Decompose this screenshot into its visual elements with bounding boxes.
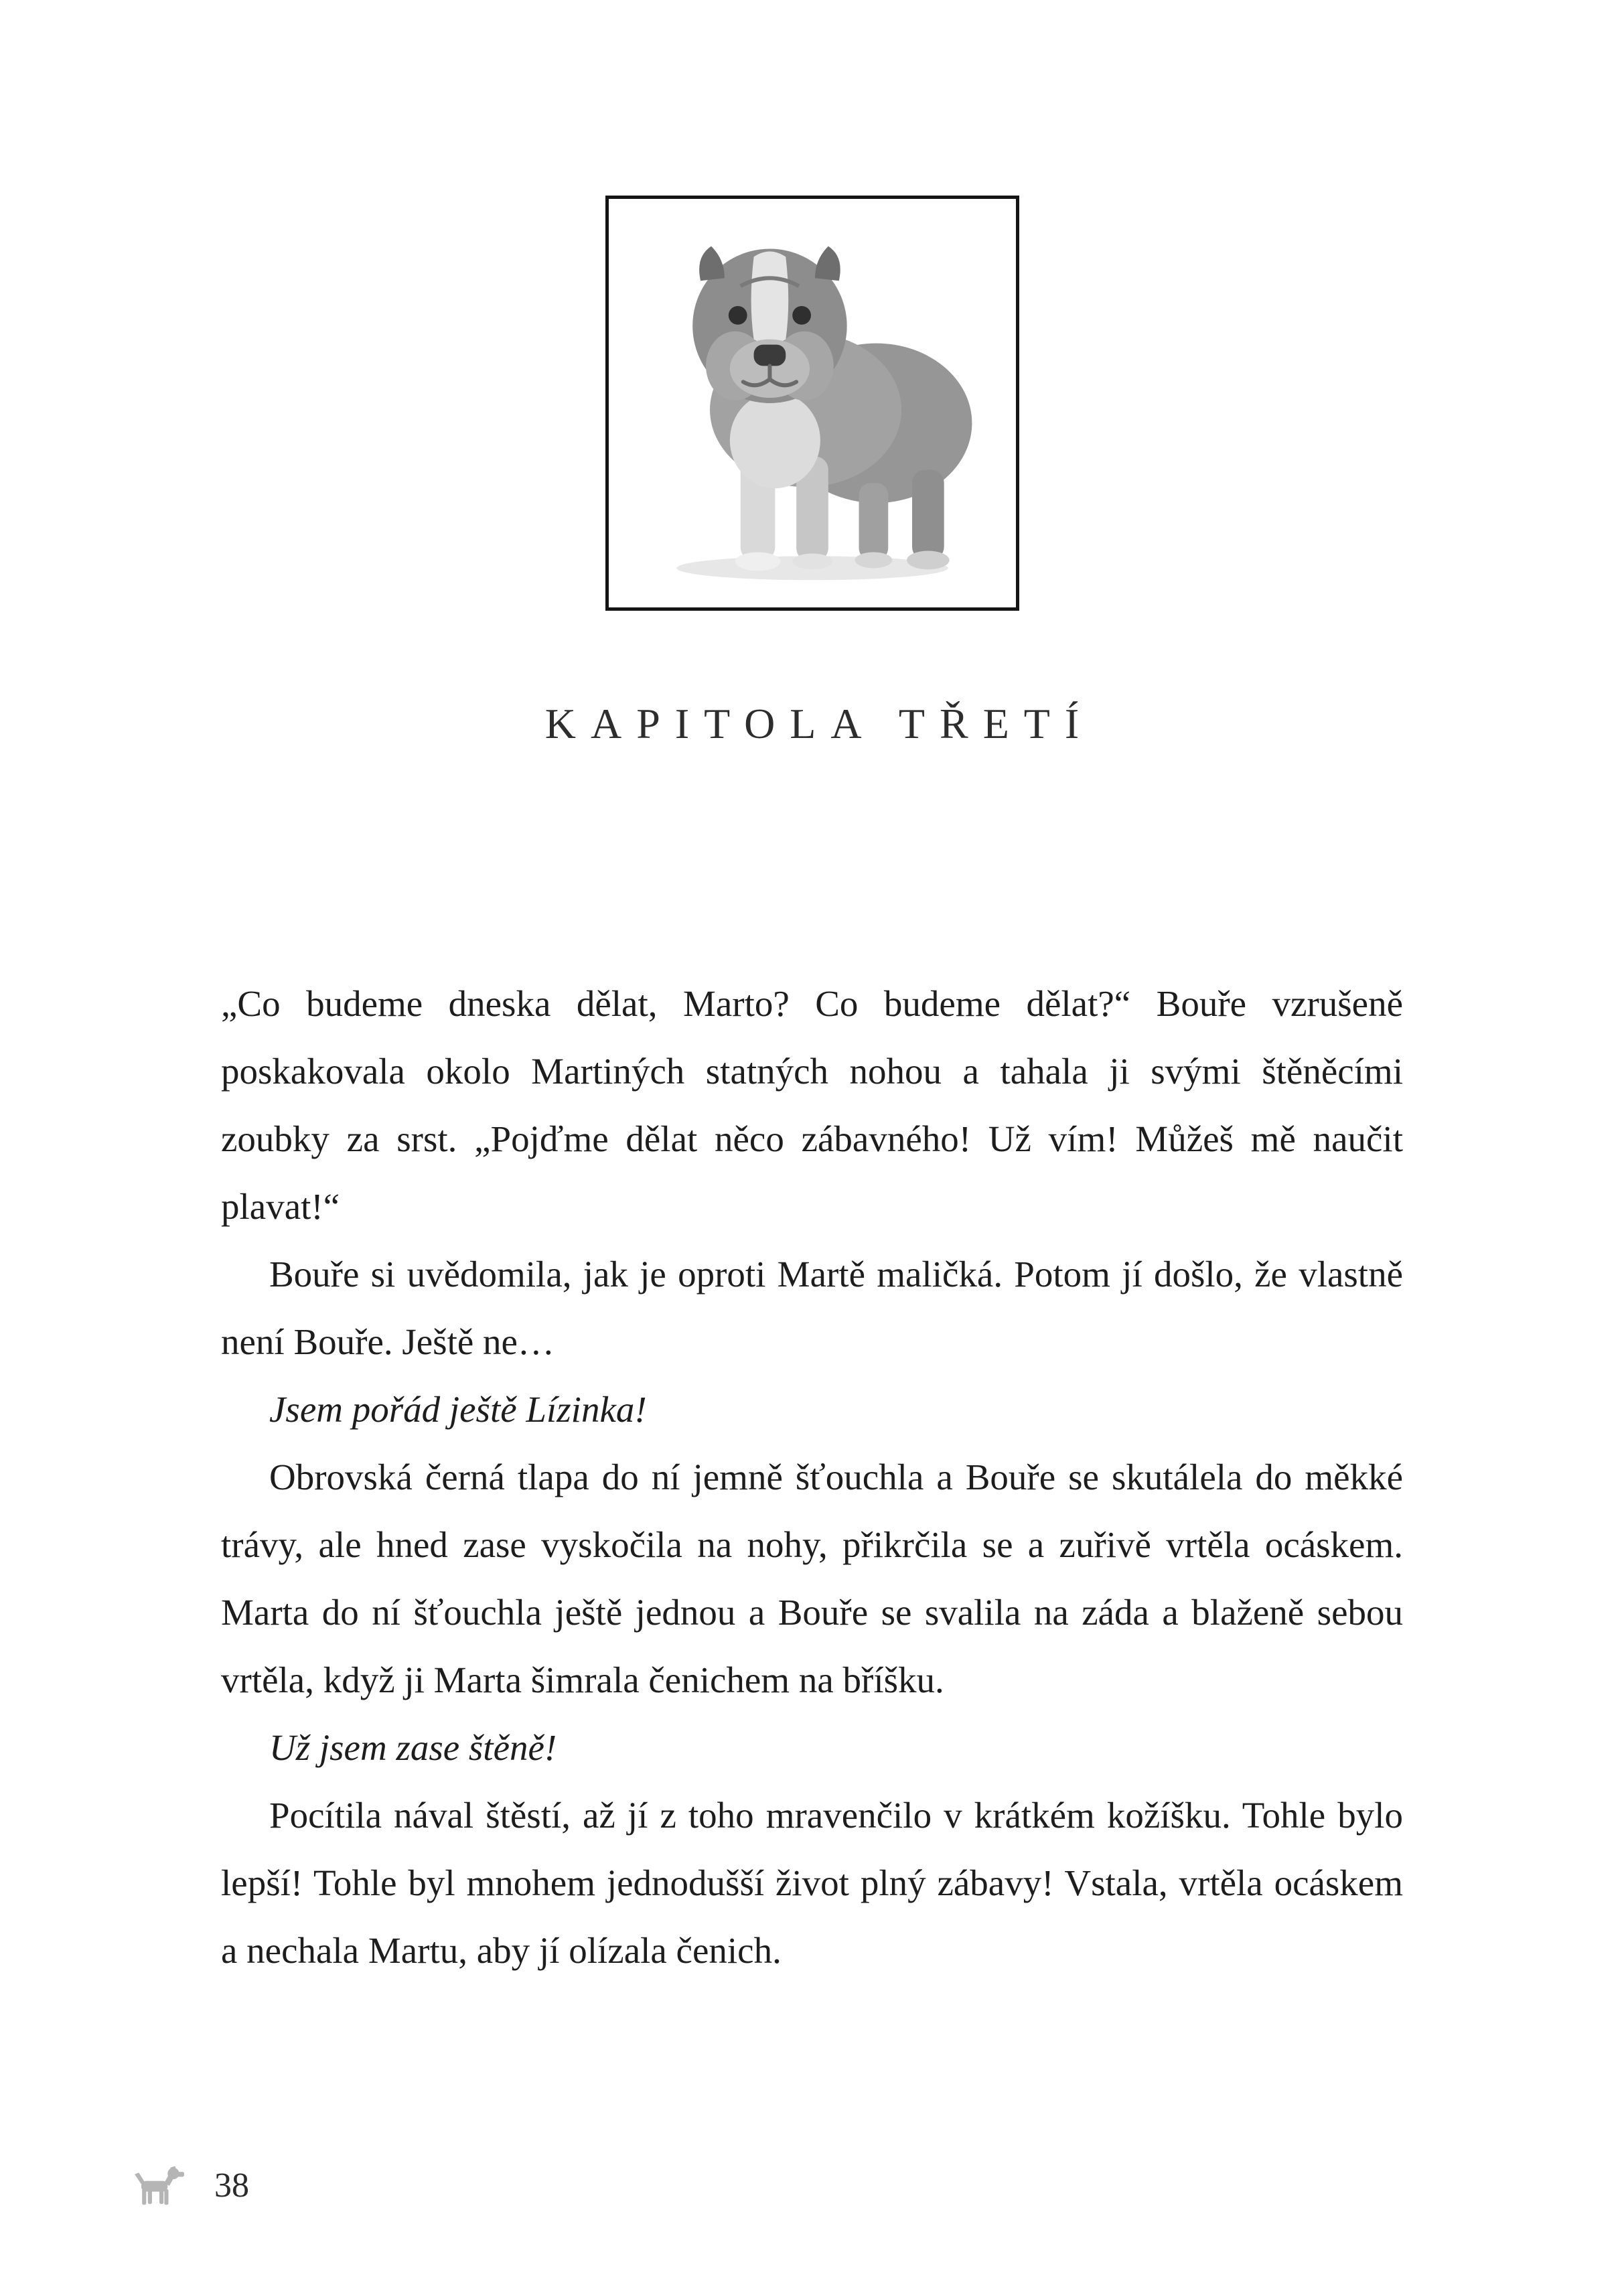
- paragraph: Bouře si uvědomila, jak je oproti Martě maličká. Potom jí došlo, že vlastně není Bouře. Ještě ne…: [221, 1254, 1403, 1362]
- chapter-photo-frame: [605, 196, 1019, 611]
- bulldog-photo: [613, 203, 1012, 603]
- paragraph-italic: Jsem pořád ještě Lízinka!: [269, 1389, 647, 1430]
- page-number: 38: [214, 2166, 249, 2205]
- dog-silhouette-icon: [133, 2164, 186, 2207]
- paragraph: Pocítila nával štěstí, až jí z toho mravenčilo v krátkém kožíšku. Tohle bylo lepší! Tohle byl mnohem jednodušší život plný zábavy! Vstala, vrtěla ocáskem a nechala Martu, aby jí olízala čenich.: [221, 1795, 1403, 1971]
- chapter-body: [221, 970, 1403, 1984]
- paragraph-italic: Už jsem zase štěně!: [269, 1727, 557, 1768]
- chapter-title: KAPITOLA TŘETÍ: [544, 700, 1094, 747]
- paragraph: Obrovská černá tlapa do ní jemně šťouchla a Bouře se skutálela do měkké trávy, ale hned zase vyskočila na nohy, přikrčila se a zuřivě vrtěla ocáskem. Marta do ní šťouchla ještě jednou a Bouře se svalila na záda a blaženě sebou vrtěla, když ji Marta šimrala čenichem na bříšku.: [221, 1457, 1403, 1700]
- paragraph: „Co budeme dneska dělat, Marto? Co budeme dělat?“ Bouře vzrušeně poskakovala okolo Martiných statných nohou a tahala ji svými štěněcími zoubky za srst. „Pojďme dělat něco zábavného! Už vím! Můžeš mě naučit plavat!“: [221, 983, 1403, 1227]
- page-footer: [133, 2164, 249, 2207]
